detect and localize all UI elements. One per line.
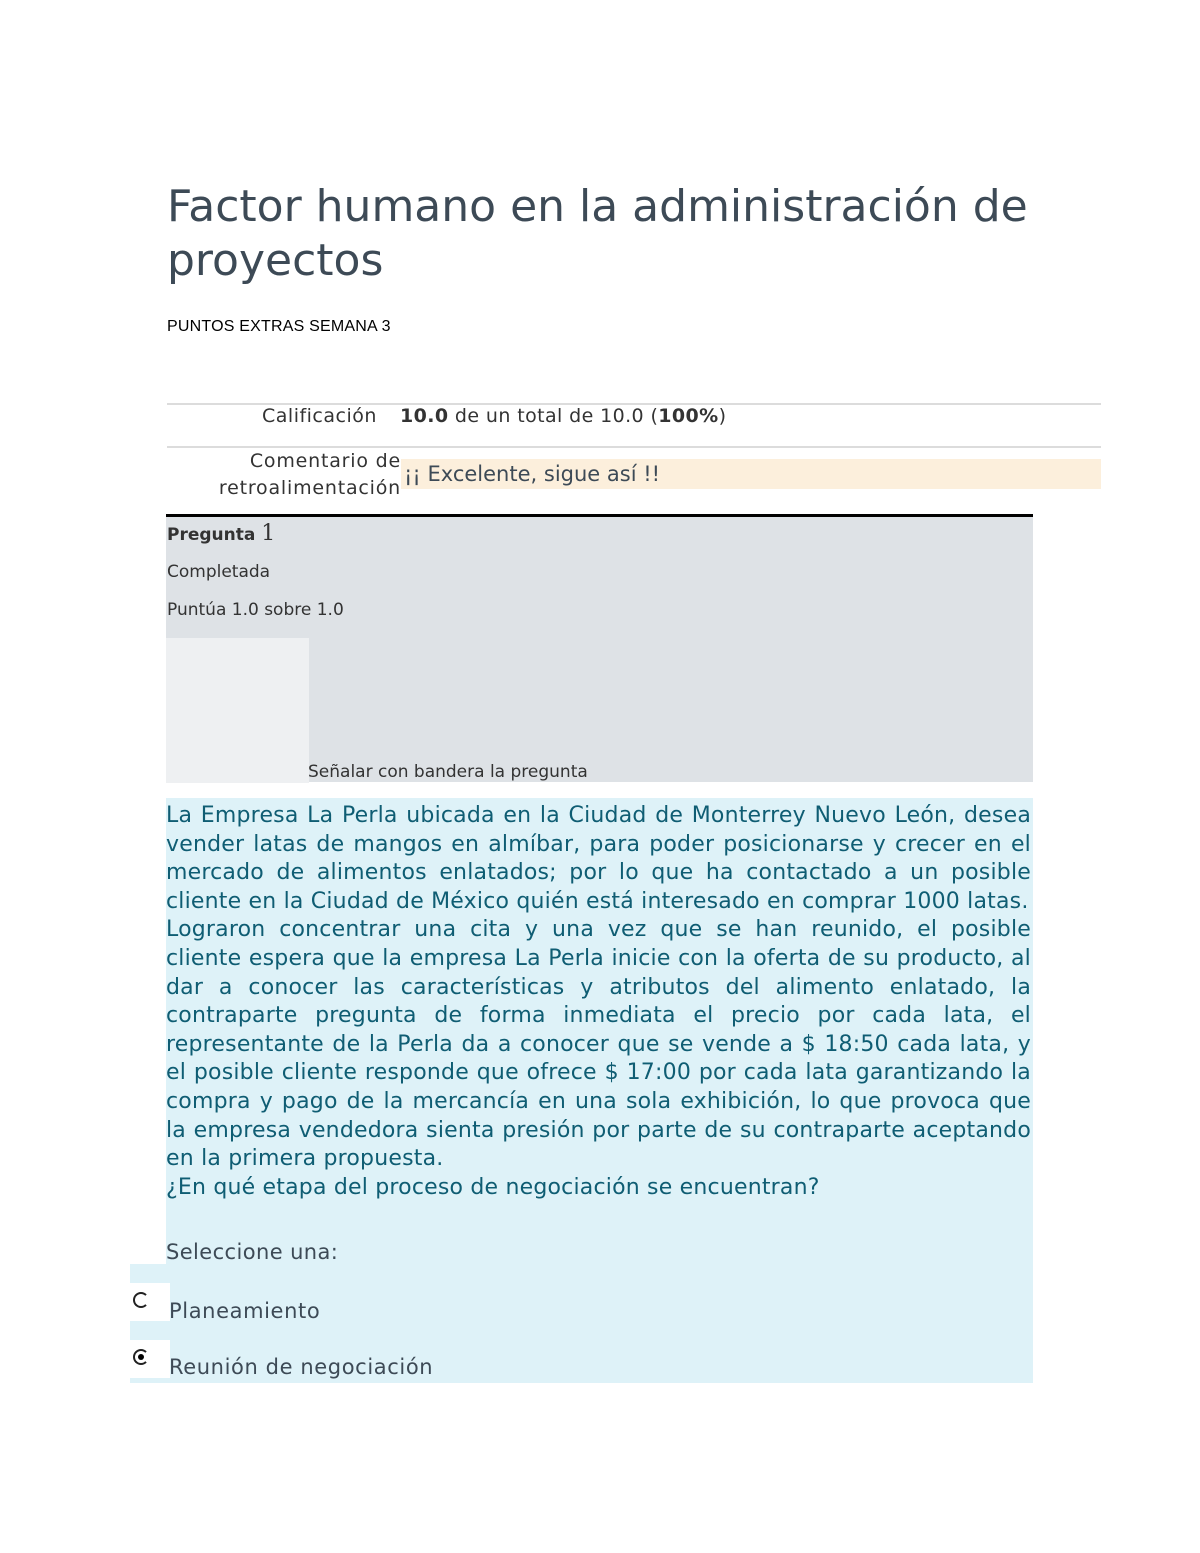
- flag-question-link[interactable]: Señalar con bandera la pregunta: [308, 762, 588, 782]
- question-number-value: 1: [261, 521, 276, 546]
- answer-prompt: Seleccione una:: [166, 1240, 339, 1264]
- question-text-paragraph: La Empresa La Perla ubicada en la Ciudad de Monterrey Nuevo León, desea vender latas de mangos en almíbar, para poder posicionarse y crecer en el mercado de alimentos enlatados; por lo que ha contactado a un posible cliente en la Ciudad de México quién está interesado en comprar 1000 latas.: [166, 803, 1031, 914]
- grade-label: Calificación: [262, 405, 377, 427]
- question-number-label: Pregunta: [167, 525, 262, 545]
- option-label-reunion[interactable]: Reunión de negociación: [169, 1355, 434, 1379]
- question-number: [167, 521, 275, 546]
- page-subtitle: PUNTOS EXTRAS SEMANA 3: [167, 318, 391, 335]
- option-label-planeamiento[interactable]: Planeamiento: [169, 1299, 321, 1323]
- grade-total: de un total de 10.0 (: [448, 405, 659, 427]
- feedback-value: ¡¡ Excelente, sigue así !!: [401, 459, 1101, 489]
- grade-score: 10.0: [400, 405, 449, 427]
- option-radio-reunion[interactable]: [133, 1349, 149, 1365]
- grade-close: ): [718, 405, 727, 427]
- option-radio-planeamiento[interactable]: [133, 1292, 149, 1308]
- question-state: Completada: [167, 562, 271, 582]
- question-grade: Puntúa 1.0 sobre 1.0: [167, 600, 344, 620]
- question-text-question: ¿En qué etapa del proceso de negociación se encuentran?: [166, 1174, 820, 1200]
- page-title: Factor humano en la administración de proyectos: [167, 181, 1028, 286]
- grade-value: [400, 405, 726, 427]
- question-text-paragraph: Lograron concentrar una cita y una vez que se han reunido, el posible cliente espera que la empresa La Perla inicie con la oferta de su producto, al dar a conocer las características y atributos del alimento enlatado, la contraparte pregunta de forma inmediata el precio por cada lata, el representante de la Perla da a conocer que se vende a $ 18:50 cada lata, y el posible cliente responde que ofrece $ 17:00 por cada lata garantizando la compra y pago de la mercancía en una sola exhibición, lo que provoca que la empresa vendedora sienta presión por parte de su contraparte aceptando en la primera propuesta.: [166, 917, 1031, 1172]
- question-info-panel: [166, 514, 1033, 782]
- flag-icon-placeholder[interactable]: [166, 638, 309, 783]
- feedback-label: Comentario de retroalimentación: [218, 450, 401, 499]
- question-text: [166, 802, 1031, 1202]
- grade-percent: 100%: [658, 405, 719, 427]
